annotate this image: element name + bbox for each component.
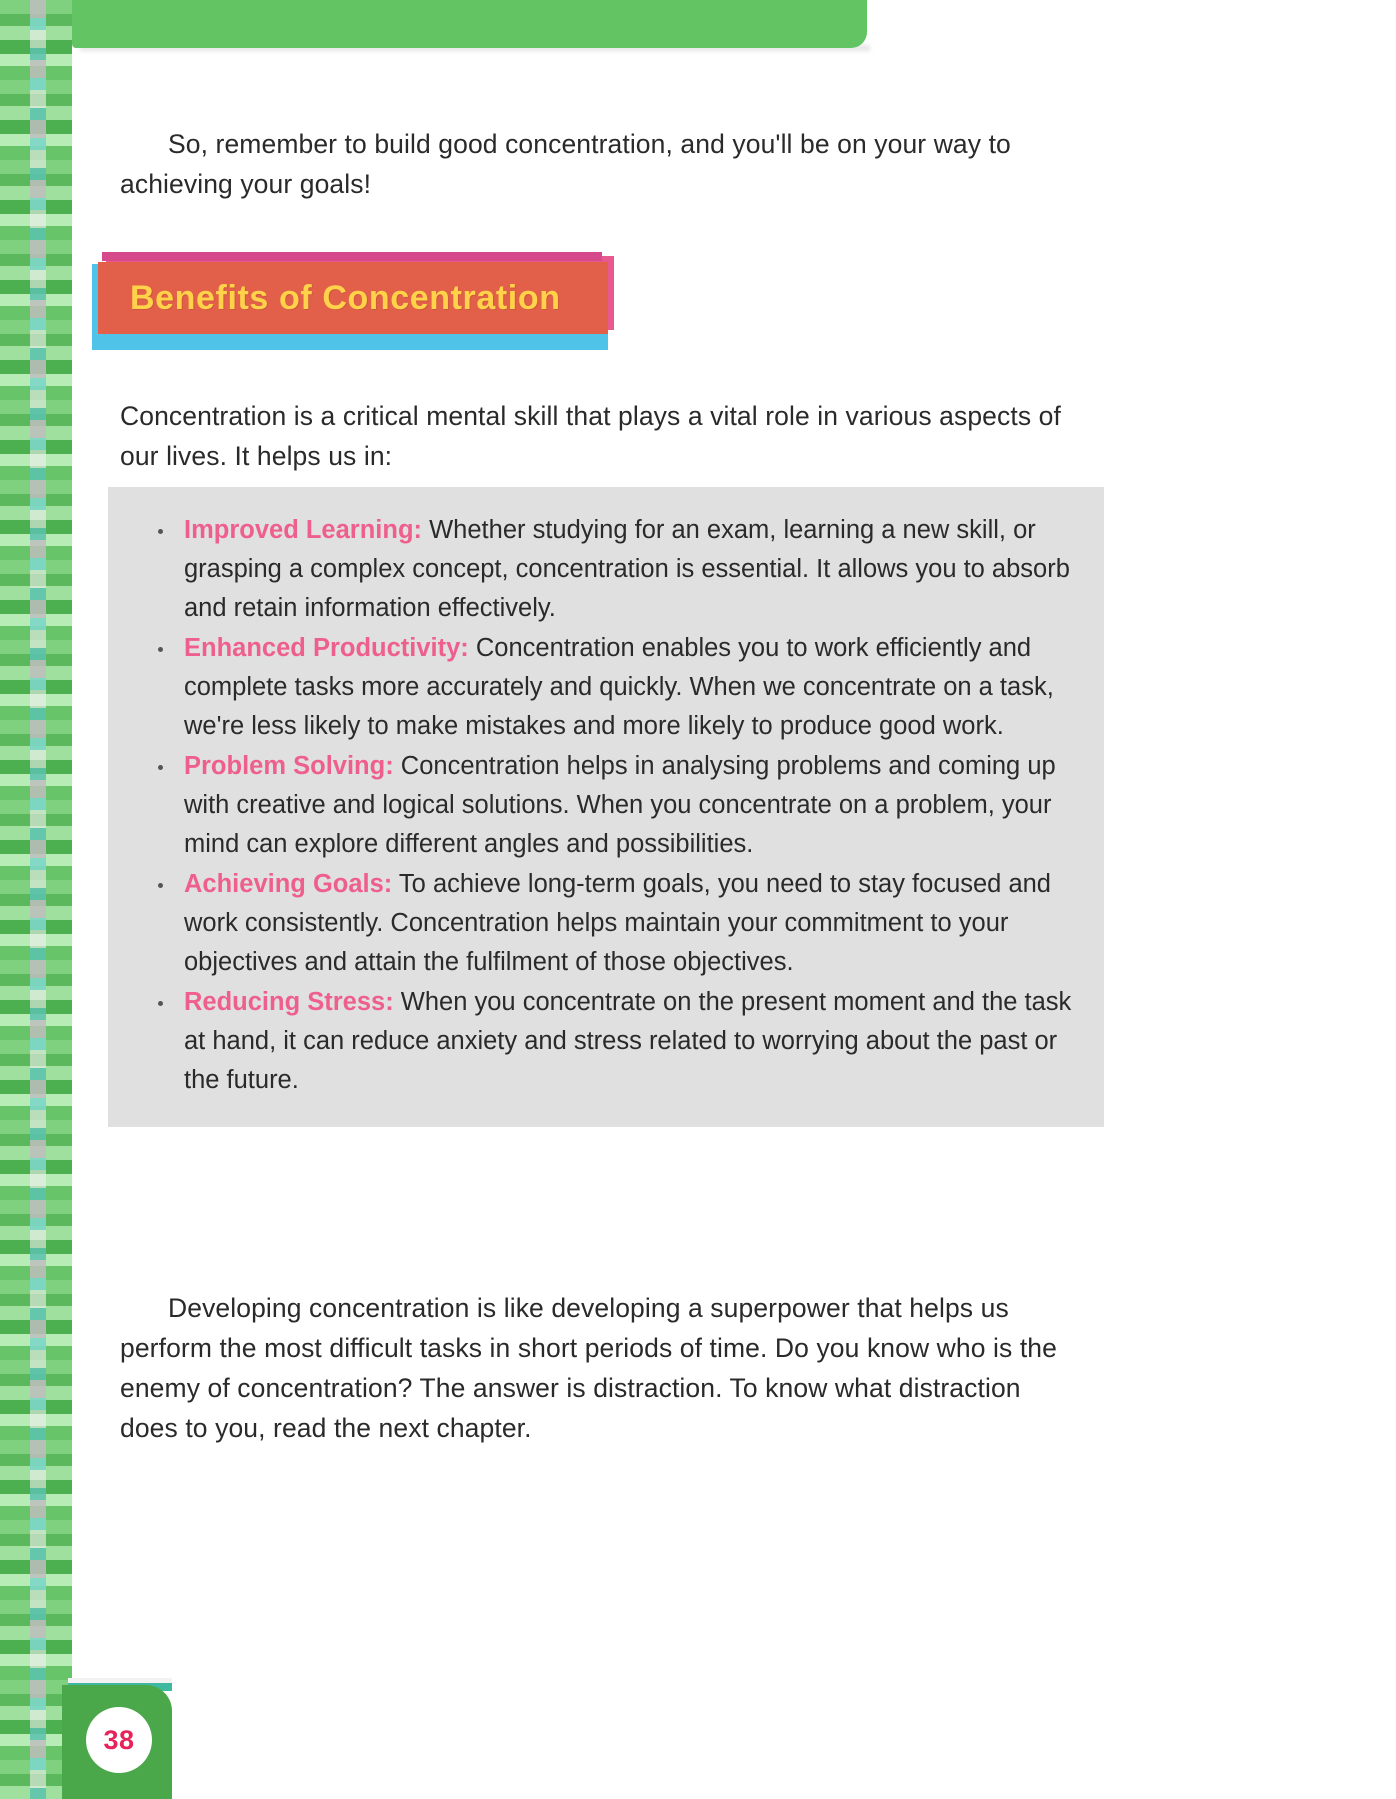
bullet-label: Problem Solving: [184,752,394,780]
benefits-list [108,511,1104,1100]
closing-paragraph: Developing concentration is like developing a superpower that helps us perform the most difficult tasks in short periods of time. Do you know who is the enemy of concentration? The answer is distraction. To know what distraction does to you, read the next chapter. [120,1293,1057,1443]
benefits-panel [108,487,1104,1127]
lead-paragraph: Concentration is a critical mental skill that plays a vital role in various aspects of our lives. It helps us in: [120,401,1061,471]
bullet-dot-icon [158,883,163,888]
bullet-dot-icon [158,1001,163,1006]
list-item [108,865,1104,982]
heading-banner-box [98,262,608,334]
page-number-badge [62,1685,172,1799]
bullet-dot-icon [158,529,163,534]
bullet-body: Whether studying for an exam, learning a new skill, or grasping a complex concept, concentration is essential. It allows you to absorb and retain information effectively. [184,516,1070,622]
left-grass-inner-stripe [30,0,46,1799]
bullet-label: Enhanced Productivity: [184,634,469,662]
left-grass-decoration [0,0,72,1799]
heading-top-strip [102,252,602,261]
bullet-body: To achieve long-term goals, you need to stay focused and work consistently. Concentration helps maintain your commitment to your objectives and attain the fulfilment of those objectives. [184,870,1051,976]
section-heading-title: Benefits of Concentration [130,278,561,317]
bullet-label: Achieving Goals: [184,870,393,898]
bullet-body: Concentration enables you to work efficiently and complete tasks more accurately and quickly. When we concentrate on a task, we're less likely to make mistakes and more likely to produce good work. [184,634,1054,740]
bullet-label: Improved Learning: [184,516,423,544]
bullet-dot-icon [158,647,163,652]
list-item [108,511,1104,628]
bullet-dot-icon [158,765,163,770]
list-item [108,983,1104,1100]
intro-paragraph: So, remember to build good concentration, and you'll be on your way to achieving your goals! [120,129,1011,199]
bullet-label: Reducing Stress: [184,988,394,1016]
page-number-circle [86,1707,152,1773]
list-item [108,747,1104,864]
page-number: 38 [103,1724,135,1755]
list-item [108,629,1104,746]
top-green-bar [72,0,867,48]
bullet-body: Concentration helps in analysing problems and coming up with creative and logical solutions. When you concentrate on a problem, your mind can explore different angles and possibilities. [184,752,1056,858]
bullet-body: When you concentrate on the present moment and the task at hand, it can reduce anxiety and stress related to worrying about the past or the future. [184,988,1072,1094]
section-heading-banner [84,248,644,346]
